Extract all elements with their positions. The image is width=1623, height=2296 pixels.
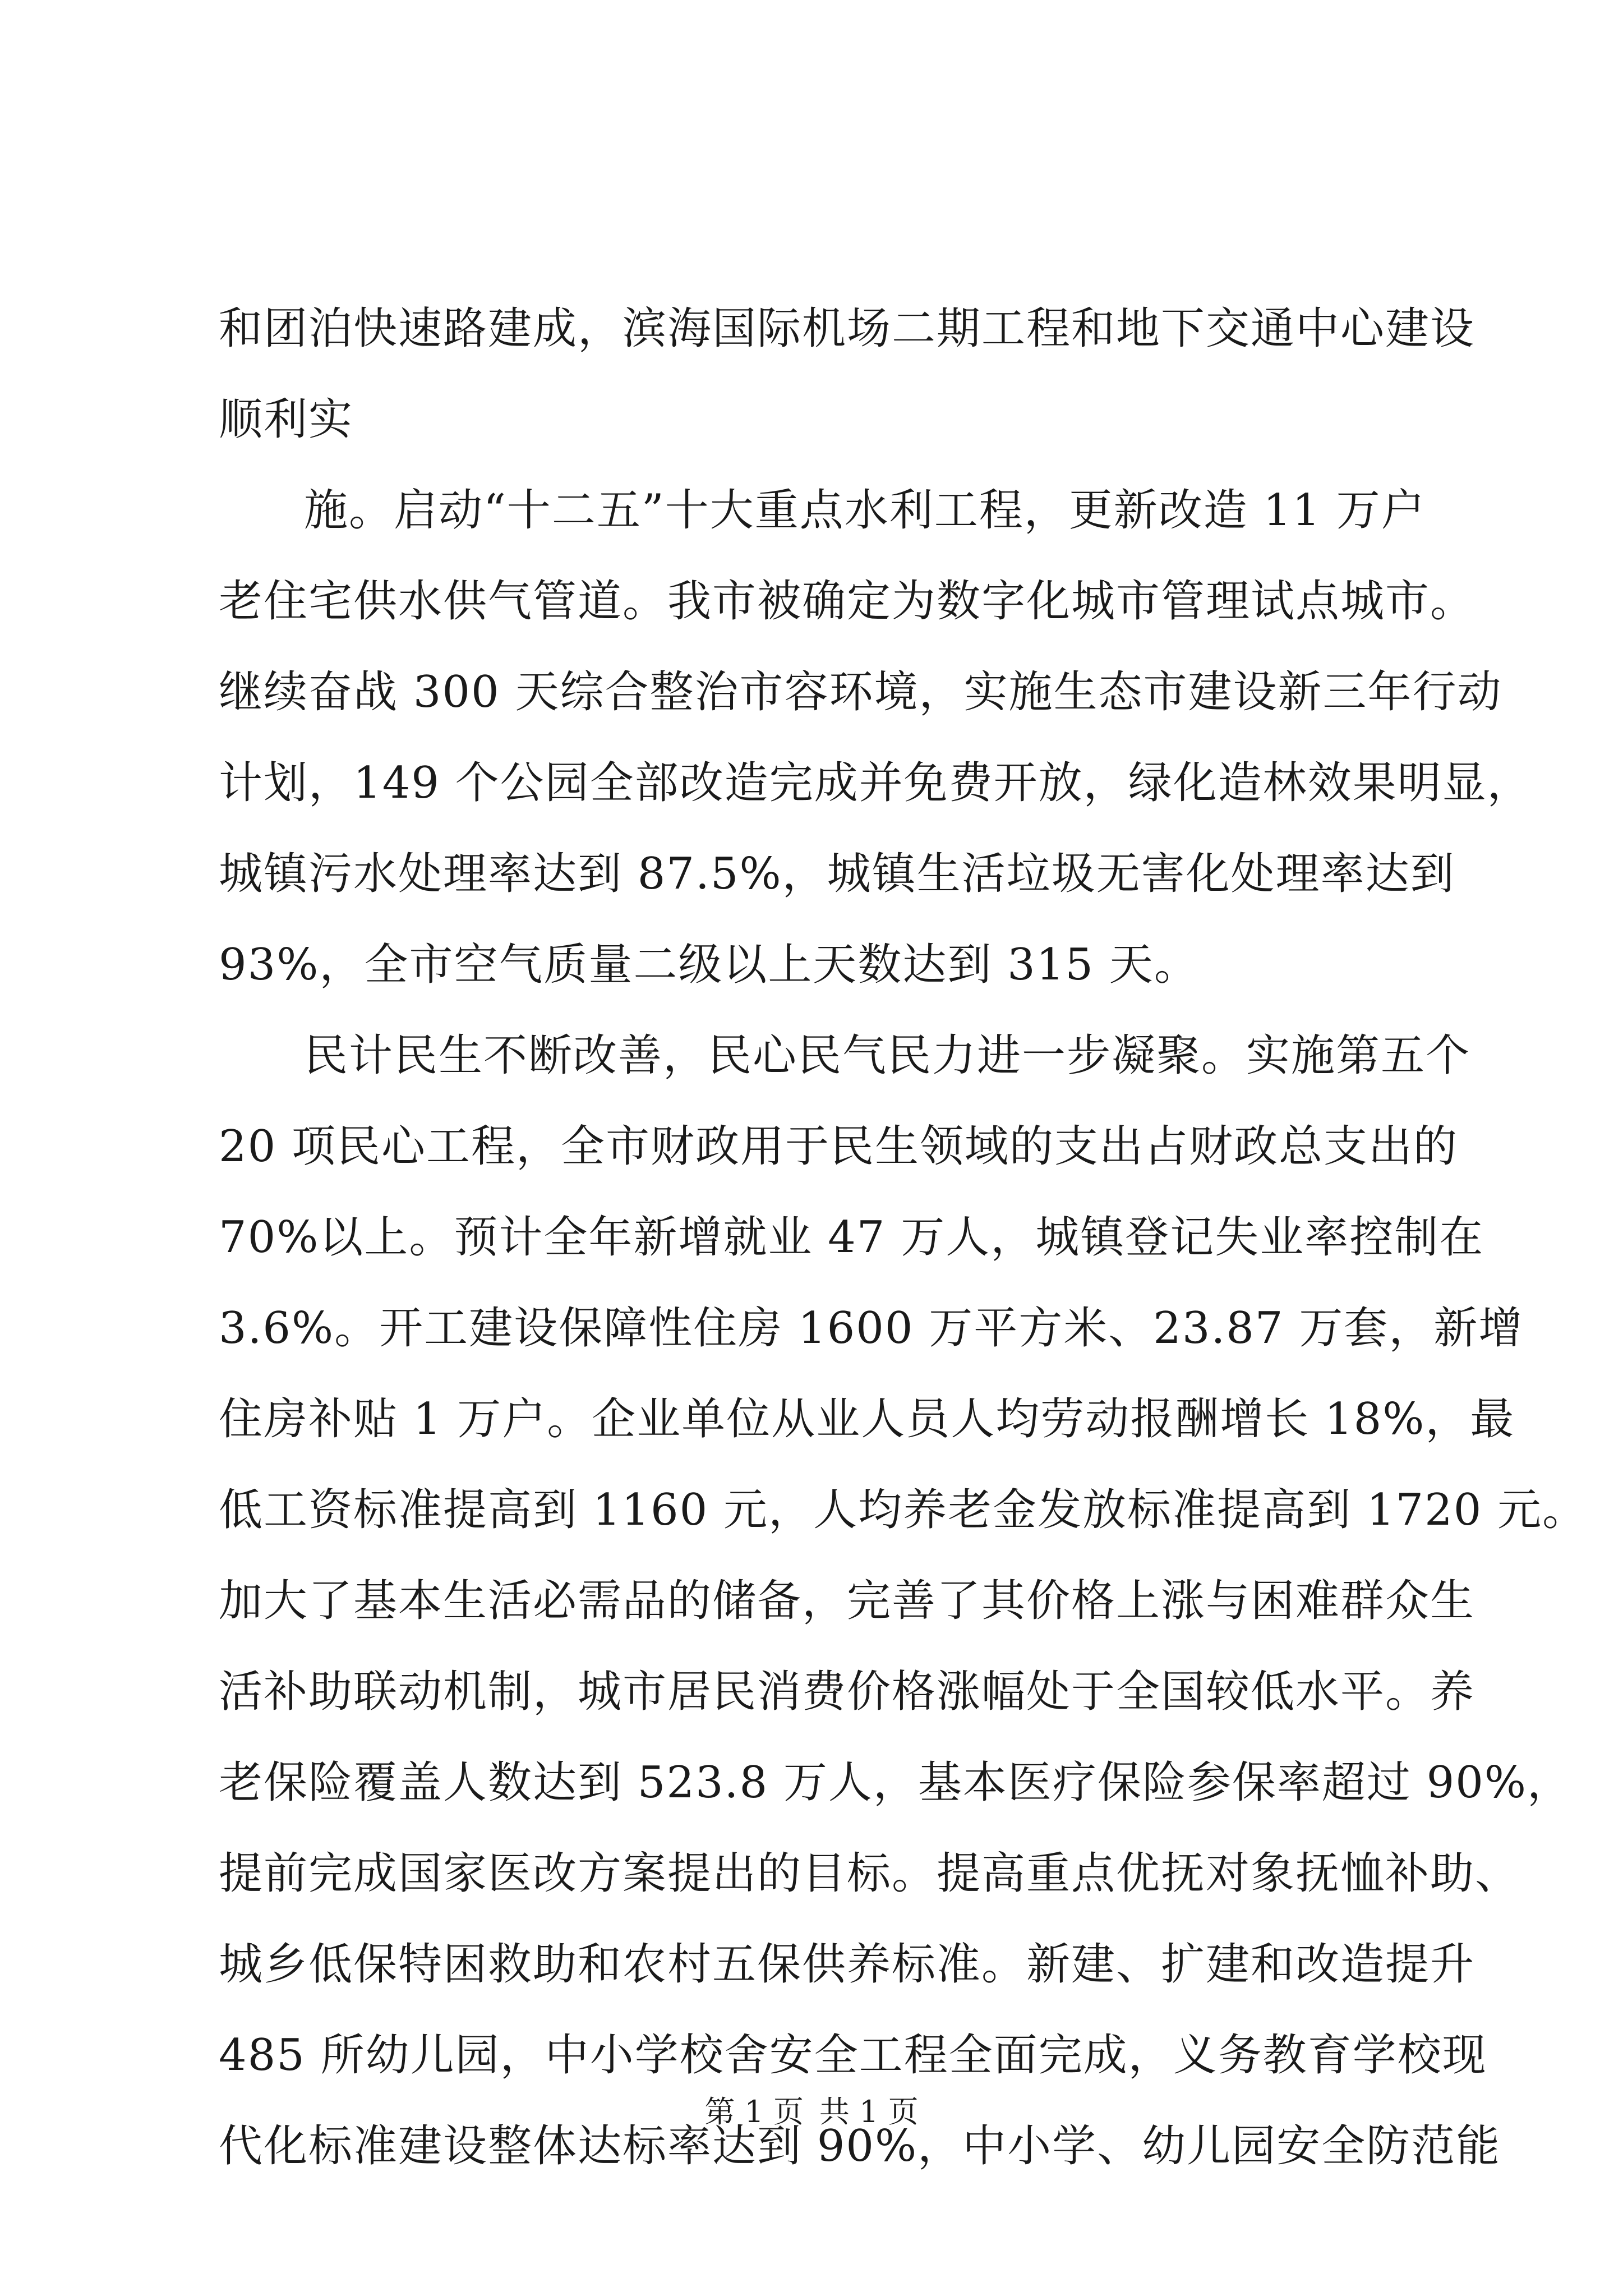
text-line: 3.6%。开工建设保障性住房 1600 万平方米、23.87 万套，新增 [219,1303,1524,1354]
text-line: 提前完成国家医改方案提出的目标。提高重点优抚对象抚恤补助、 [219,1848,1520,1899]
page-number-total: 共 1 页 [819,2094,919,2129]
text-line: 施。启动“十二五”十大重点水利工程，更新改造 11 万户 [304,485,1426,536]
text-line: 低工资标准提高到 1160 元，人均养老金发放标准提高到 1720 元。 [219,1485,1588,1535]
text-line: 93%，全市空气质量二级以上天数达到 315 天。 [219,940,1199,990]
text-line: 住房补贴 1 万户。企业单位从业人员人均劳动报酬增长 18%，最 [219,1394,1515,1444]
page-number-current: 第 1 页 [704,2094,804,2129]
text-line: 20 项民心工程，全市财政用于民生领域的支出占财政总支出的 [219,1121,1459,1172]
text-line: 加大了基本生活必需品的储备，完善了其价格上涨与困难群众生 [219,1576,1476,1626]
text-line: 老保险覆盖人数达到 523.8 万人，基本医疗保险参保率超过 90%， [219,1757,1573,1808]
text-line: 顺利实 [219,394,354,445]
text-line: 70%以上。预计全年新增就业 47 万人，城镇登记失业率控制在 [219,1212,1484,1263]
text-line: 城镇污水处理率达到 87.5%，城镇生活垃圾无害化处理率达到 [219,849,1455,899]
text-line: 活补助联动机制，城市居民消费价格涨幅处于全国较低水平。养 [219,1667,1476,1717]
page-footer [0,2092,1623,2132]
text-line: 老住宅供水供气管道。我市被确定为数字化城市管理试点城市。 [219,576,1476,627]
text-line: 485 所幼儿园，中小学校舍安全工程全面完成，义务教育学校现 [219,2030,1487,2081]
text-line: 代化标准建设整体达标率达到 90%，中小学、幼儿园安全防范能 [219,2121,1501,2171]
text-line: 民计民生不断改善，民心民气民力进一步凝聚。实施第五个 [304,1030,1471,1081]
text-line: 继续奋战 300 天综合整治市容环境，实施生态市建设新三年行动 [219,667,1502,717]
text-line: 城乡低保特困救助和农村五保供养标准。新建、扩建和改造提升 [219,1939,1476,1990]
body-text [219,283,1588,2192]
text-line: 和团泊快速路建成，滨海国际机场二期工程和地下交通中心建设 [219,303,1476,354]
text-line: 计划，149 个公园全部改造完成并免费开放，绿化造林效果明显， [219,758,1532,808]
